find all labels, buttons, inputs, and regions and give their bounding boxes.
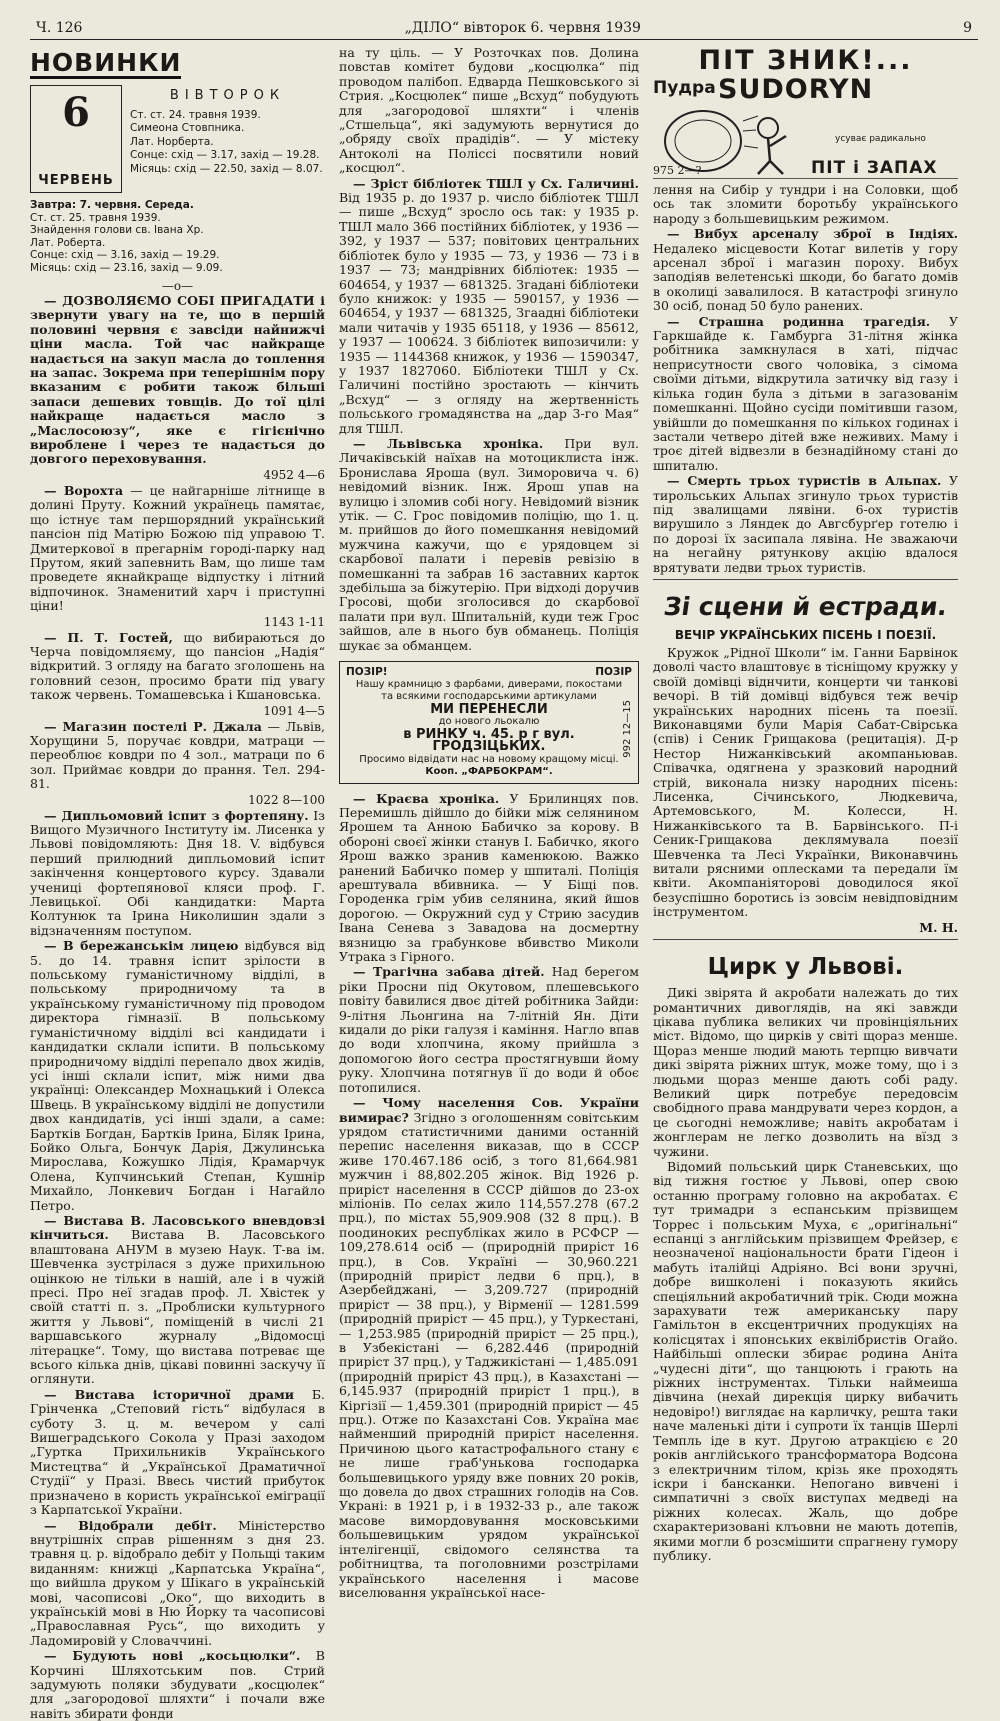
news-item [339,792,639,965]
ad-reference-number: 1022 8—100 [248,792,325,807]
tomorrow-line: Завтра: 7. червня. Середа. [30,199,194,211]
sudoryn-brand: SUDORYN [718,74,874,105]
news-item-heading: — Смерть трьох туристів в Альпах. [667,473,942,489]
news-item-heading: — Будують нові „косьцюлки“. [44,1648,301,1664]
news-items-col1 [30,294,325,1721]
news-item [30,1649,325,1721]
news-item-heading: — Дипльомовий іспит з фортепяну. [44,807,309,823]
news-item-text: При вул. Личаківській наїхав на мотоциклиста інж. Бронислава Яроша (вул. Зиморовича ч. 6) невідомий візник. Інж. Ярош упав на вулицю і зломив собі ногу. Невідомий візник утік. — С. Грос повідомив поліцію, що 1. ц. м. прийшов до його помешкання невідомий мужчина кажучи, що є урядовцем зі скарбової палати і перевів ревізію в помешканні та забрав 16 заставних карток здебільша за біжутерію. При відході доручив Гросові, щоби зголосився до скарбової палати при вул. Шпитальній, куди теж Грос зайшов, але в нього був обманець. Поліція шукає за обманцем. [339,435,639,653]
news-item [339,177,639,436]
news-item-heading: — П. Т. Гостей, [44,629,173,645]
tomorrow-line: Лат. Роберта. [30,236,106,249]
sudoryn-ref: 975 2—? [653,164,702,177]
tomorrow-line: Знайдення голови св. Івана Хр. [30,224,204,236]
sudoryn-tagline: усуває радикально [835,134,926,144]
news-item [653,315,958,473]
news-item-text: У тирольських Альпах згинуло трьох туристів під звалищами лявіни. 6-ох туристів вирушило з Ляндек до Авгсбурґер готелю і по дорозі їх засипала лявіна. Не зважаючи на негайну рятункову акцію вдалося врятувати ледви трьох туристів. [653,473,958,575]
news-item [30,720,325,792]
news-item [30,484,325,614]
column-3 [653,45,958,1563]
news-item-text: відбувся від 5. до 14. травня іспит зрілости в польському гуманістичному відділі, в польському природничому та в українському гуманістичному під проводом директора гімназії. В польському гуманістичному відділі всі кандидати і кандидатки склали іспити. В польському природничому відділі перепало двох жидів, усі інші склали іспит, між ними два українці: Олександер Мохнацький і Олекса Швець. В українському відділі не допустили двох кандидатів, усі інші здали, а саме: Бартків Богдан, Бартків Ірина, Біляк Ірина, Бойко Ольга, Бончук Дарія, Джулинська Мирослава, Кожушко Лідія, Крамарчук Олена, Купчинський Степан, Кушнір Михайло, Лонкевич Богдан і Нагайло Петро. [30,938,325,1213]
ad-address: в РИНКУ ч. 45. р г вул. ГРОДЗІЦЬКИХ. [403,726,575,755]
news-item-text: Недалеко місцевости Котаг вилетів у гору арсенал зброї і магазин пороху. Вибух заподіяв велетенські шкоди, бо багато домів в околиці завалилося. В катастрофі згинуло 30 осіб, понад 50 було ранених. [653,240,958,314]
news-item-text: Вистава В. Ласовського влаштована АНУМ в музею Наук. Т-ва ім. Шевченка зустрілася з дуже прихильною оцінкою не тільки в нашій, але і в чужій пресі. Про неї згадав проф. Л. Хвістек у своїй статті п. з. „Проблиски культурного життя у Львові“, поміщеній в числі 21 варшавського журналу „Відомосці літерацке“. Тому, що вистава потреває ще всього кілька днів, цікаві повинні заскучу її оглянути. [30,1227,325,1387]
sudoryn-pudra: Пудра [653,78,716,98]
sudoryn-headline: ПІТ ЗНИК!... [698,45,913,76]
news-item-heading: — Краєва хроніка. [353,790,500,806]
section-divider: —о— [161,279,194,293]
news-item-heading: — Трагічна забава дітей. [353,964,545,980]
news-item-heading: — Ворохта [44,482,124,498]
circus-paragraph: Відомий польський цирк Станевських, що від тижня гостює у Львові, опер свою останню програму головно на акробатах. Є тут тримадри з еспанським прізвищем Торрес і польським Муха, є „оригінальні“ еспанці з англійським прізвищем Фрейзер, є неозначеної національности брати Гідеон і мабуть італійці Адріяно. Всі вони зручні, добре вишколені і показують якийсь спеціяльний акробатичний трік. Сюди можна зарахувати теж американську пару Гамільтон в ексцентричних продукціях на колісцятах і японських еквілібристів Огайо. Найбільші оплески збирає родина Аніта „чудесні діти“, що танцюють і грають на ріжних інструментах. Тільки наймеиша дівчина (нехай дирекція цирку вибачить недовіро!) виглядає на карличку, решта таки наче маленькі діти і супроти їх танців Шерлі Темпль іде в кут. Другою атракцією є 20 років англійського трансформатора Водсона з електричним тілом, крізь яке проходять іскри і бансканки. Непогано вивчені і симпатичні з своїх виступах медведі на ріжних колесах. Жаль, що добре схарактеризовані клъовни не мають дотепів, якими могли б розсмішити спрагнену гумору публику. [653,1158,958,1563]
news-item [653,474,958,575]
column-1 [30,46,325,1721]
concert-text: Кружок „Рідної Школи“ ім. Ганни Барвінок доволі часто влаштовує в тісніщому кружку у своїй домівці віднчити, концерти чи танкові вечорі. В тій домівці відбувся теж вечір українських народних пісень та поезії. Виконавцями були Марія Сабат-Свірська (спів) і Сеник Грищакова (рецитація). Д-р Нестор Нижанківський акомпаньював. Співачка, одягнена у зразковий народний стрій, виконала низку народних пісень: Лисенка, Січинського, Людкевича, Артемовського, М. Колесси, Н. Нижанківського та В. Барвінського. П-і Сеник-Грищакова деклямувала поезії Шевченка та Лесі Українки, Виконавчинь витали рясними оплесками та передали їм квіти. Акомпаніяторові доводилося якої безуспішно боротись із зовсім невідповідним інструментом. [653,644,958,920]
circus-title: Цирк у Львові. [707,954,904,981]
calendar-info [130,85,325,193]
ad-attention-right: ПОЗІР [595,666,632,679]
news-item-text: що вибираються до Черча повідомляєму, що пансіон „Надія“ відкритий. З огляду на багато зголошень на головний сезон, просимо брати під увагу також червень. Томашевська і Кшановська. [30,629,325,703]
news-item-heading: — Вибух арсеналу зброї в Індіях. [667,226,958,242]
news-item-heading: — Вистава історичної драми [44,1386,295,1402]
news-item [30,939,325,1213]
news-item [339,1096,639,1600]
calendar-day-number: 6 [62,89,90,136]
calendar-line: Місяць: схід — 22.50, захід — 8.07. [130,162,323,175]
news-item [30,1214,325,1387]
calendar-month: ЧЕРВЕНЬ [38,173,114,188]
tomorrow-line: Ст. ст. 25. травня 1939. [30,211,161,224]
news-item-text: — Львів, Хорущини 5, поручає ковдри, матраци — переоблює ковдри по 4 зол., матраци по 6 зол. Приймає ковдри до прання. Тел. 294-81. [30,718,325,792]
news-item [30,294,325,467]
news-item-heading: — Чому населення Сов. України вимирає? [339,1095,639,1125]
news-item-text: — це найгарніше літнище в долині Пруту. Кожний українець памятає, що істнує там першорядний український пансіон під Матірю Божою під управою Т. Дмитеркової в прегарнім городі-парку над Прутом, який запевнить Вам, що лише там проведете якнайкраще відпустку і літний відпочинок. Знаменитий харч і приступні ціни! [30,482,325,614]
section-title-stage: Зі сцени й естради. [661,591,950,621]
news-item-heading: — Магазин постелі Р. Джала [44,718,262,734]
news-item-text: на ту ціль. — У Розточках пов. Долина повстав комітет будови „косцюлка“ під проводом палібоп. Едварда Пешковського зі Стрия. „Косцюлек“ пише „Всхуд“ побудують для „загородової шляхти“ і членів „Стшельца“, які задумують вернутися до „обряду своїх прадідів“. — У містеку Антоколі на Поліссі посвятили новий „косцюл“. [339,45,639,176]
news-item-heading: — В бережанськім лицею [44,938,239,954]
news-item-text: лення на Сибір у тундри і на Соловки, щоб ось так зломити боротьбу українського народу з большевицьким режимом. [653,182,958,226]
news-items-col3 [653,183,958,575]
ad-line: Нашу крамницю з фарбами, диверами, покостами [355,678,623,690]
tomorrow-line: Сонце: схід — 3.16, захід — 19.29. [30,249,220,261]
page-header [30,20,978,40]
news-item [653,227,958,313]
section-rule [653,939,958,940]
calendar-block [30,85,325,193]
ad-signature: Кооп. „ФАРБОКРАМ“. [425,766,553,778]
calendar-line: Симеона Стовпника. [130,122,245,134]
calendar-line: Ст. ст. 24. травня 1939. [130,108,261,121]
ad-attention-left: ПОЗІР! [346,666,388,679]
calendar-line: Лат. Норберта. [130,135,214,148]
calendar-line: Сонце: схід — 3.17, захід — 19.28. [130,149,320,161]
concert-title: ВЕЧІР УКРАЇНСЬКИХ ПІСЕНЬ І ПОЕЗІЇ. [674,627,937,642]
news-item-text: Згідно з оголошенням совітським урядом статистичними даними останній перепис населення виказав, що в СССР живе 170.467.186 осіб, з того 81,664.981 мужчин і 88,802.205 жінок. Від 1926 р. приріст населення в СССР дійшов до 23-ох міліонів. По селах жило 114,557.278 (67.2 прц.), по містах 55,909.908 (32 8 прц.). В поодиноких республіках жило в РСФСР — 109,278.614 осіб — (природній приріст 16 прц.), в Сов. Україні — 30,960.221 (природній приріст ледви 6 прц.), в Азербейджані, — 3,209.727 (природній приріст — 38 прц.), у Вірменії — 1281.599 (природній приріст — 45 прц.), у Туркестані, — 1,253.985 (природній приріст — 25 прц.), в Узбекістані — 6,282.446 (природній приріст 37 прц.), у Таджикістані — 1,485.091 (природній приріст 43 прц.), в Казахстані — 6,145.937 (природній приріст 1 прц.), в Кіргізії — 1,459.301 (природній приріст — 45 прц.). Отже по Казахстані Сов. Україна має найменший природній приріст населення. Причиною цього катастрофального стану є не лише граб'унькова господарка большевицького уряду вже повних 20 років, що довела до двох страшних голодів на Сов. Украні: в 1921 р, і в 1932-33 р., але також масове вимордовування московськими большевицьким урядом української інтелігенції, свідомого селянства та робітництва, та поголовними розстрілами українського населення і масове виселювання української насе- [339,1109,639,1600]
news-item [30,631,325,703]
news-item-text: Від 1935 р. до 1937 р. число бібліотек ТШЛ — пише „Всхуд“ зросло ось так: у 1935 р. ТШЛ мало 366 постійних бібліотек, у 1936 — 392, у 1937 — 537; повітових центральних бібліотек було у 1935 — 73, у 1936 — 73 і в 1937 — 73; мандрівних бібліотек: 1935 — 604654, у 1937 — 681325. Згадані бібліотеки було книжок: у 1935 — 590157, у 1936 — 604654, у 1937 — 681325, Згаадні бібліотеки мали читачів у 1935 65118, у 1936 — 85612, у 1937 — 100624. З бібліотек випозичили: у 1935 — 1144368 книжок, у 1936 — 1590347, у 1937 1827060. Бібліотеки ТШЛ у Сх. Галичині постійно зростають — кінчить „Всхуд“ — з огляду на жертвенність польського громадянства на „дар 3-го Мая“ для ТШЛ. [339,190,639,436]
ad-reference-number: 1143 1-11 [263,614,325,629]
news-item [339,965,639,1095]
news-item-text: У Гаркшайде к. Гамбурга 31-літня жінка робітника замкнулася в хаті, підчас неприсутности свого чоловіка, з сімома своїми дітьми, відкрутила затичку від газу і кілька годин була з дітьми в загазованім помешканні. Щойно сусіди помітивши газом, увійшли до помешкання по кількох годинах і застали четверо дітей вже неживих. Маму і троє дітей відвезли в безнадійному стані до шпиталю. [653,313,958,473]
page-number: 9 [963,20,972,36]
tomorrow-block [30,199,325,274]
news-item-text: Міністерство внутрішніх справ рішенням з дня 23. травня ц. р. відобрало дебіт у Польщі таким виданням: книжці „Карпатська Україна“, що вийшла друком у Шікаго в українській мові, часописові „Око“, що виходить в українській мові в Ню Йорку та часописові „Православная Русь“, що виходить у Ладомировій у Словаччині. [30,1517,325,1648]
sudoryn-bottom: ПІТ і ЗАПАХ [811,158,938,178]
news-item [339,46,639,176]
ad-line: та всякими господарськими артикулами [381,691,597,703]
news-item-text: Б. Грінченка „Степовий гість“ відбулася в суботу 3. ц. м. вечером у салі Вишеградського Сокола у Празі заходом „Гуртка Прихильників Українського Мистецтва“ й „Української Драматичної Студії“ у Празі. Ввесь чистий прибуток призначено в користь української еміграції з Карпатської України. [30,1386,325,1518]
news-item-text: У Брилинцях пов. Перемишль дійшло до бійки між селянином Ярошем та Анною Бабичко за корову. В обороні своєї жінки станув І. Бабичко, якого Ярош важко зранив каменюкою. Важко ранений Бабичко помер у шпиталі. Поліція арештувала вбивника. — У Біщі пов. Городенка грім убив селянина, який йшов дорогою. — Окружний суд у Стрию засудив Івана Сенева з Завадова на досмертну вязницю за грабункове вбивство Миколи Утрака з Гірного. [339,790,639,965]
news-item-heading: — Львівська хроніка. [353,435,544,451]
news-item-heading: — Страшна родинна трагедія. [667,313,931,329]
issue-number: Ч. 126 [36,20,83,36]
sudoryn-ad [653,46,958,179]
tomorrow-line: Місяць: схід — 23.16, захід — 9.09. [30,261,223,274]
calendar-box [30,85,122,193]
section-title-novinky: НОВИНКИ [30,48,182,77]
news-item-heading: — Вистава В. Ласовського вневдовзі кінчиться. [30,1212,325,1243]
ad-line: до нового льокалю [438,716,540,728]
news-item-text: Із Вищого Музичного Інституту ім. Лисенка у Львові повідомляють: Дня 18. V. відбувся перший прилюдний дипльомовий іспит закінчення концертового курсу. Здавали учениці фортепянової кляси проф. Г. Левицької. Обі кандидатки: Марта Колтунюк та Ірина Николишин здали з відзначенням поступом. [30,807,325,938]
concert-signature: М. Н. [919,919,958,935]
news-item-text: Над берегом ріки Просни під Окутовом, плешевського повіту бавилися двоє дітей робітника Зайди: 9-літня Льонгина на 7-літній Ян. Діти кидали до ріки галузя і каміння. Нагло впав до води хлопчина, якому прийшла з допомогою його сестра простягнувши йому руку. Хлопчина потягнув її до води й обоє потопилися. [339,964,639,1095]
farbokram-ad [339,661,639,784]
masthead-date: „ДІЛО“ вівторок 6. червня 1939 [404,20,641,36]
ad-ref: 992 12—15 [621,700,633,758]
news-item [30,1519,325,1649]
news-item-text: В Корчині Шляхотським пов. Стрий задумують поляки збудувати „косцюлек“ для „загородової шляхти“ і почали вже навіть збирати фонди [30,1648,325,1721]
column-2 [339,45,639,1600]
section-rule [653,579,958,580]
news-item [339,437,639,653]
news-item-heading: — Відобрали дебіт. [44,1517,217,1533]
news-item [653,183,958,226]
news-item-heading: — ДОЗВОЛЯЄМО СОБІ ПРИГАДАТИ і звернути увагу на те, що в першій половині червня є завсіди найнижчі ціни масла. Той час найкраще надається на закуп масла до топлення на запас. Зокрема при теперішнім пору вказаним є робити також більші запаси дешевих товщів. До тої цілі найкраще надається масло з „Маслосоюзу“, яке є гігієнічно вироблене і через те надається до довгого переховування. [30,293,325,467]
news-items-col2-bottom [339,792,639,1601]
news-item [30,1388,325,1518]
ad-headline: МИ ПЕРЕНЕСЛИ [430,701,548,717]
circus-paragraph: Дикі звірята й акробати належать до тих романтичних дивоглядів, на які завжди цікава публика великих чи провінціяльних міст. Відомо, що цирків у світі щораз менше. Щораз менше людий мають терпцю вивчати дикі звірята ріжних штук, може тому, що і з людьми щораз менше дають собі раду. Великий цирк потребує передовсім свобідного права мандрувати через кордон, а це сьогодні неможливе; навіть акробатам і жонглерам не легко дозволить на вїзд з чужини. [653,985,958,1159]
news-item [30,809,325,939]
news-item-heading: — Зріст бібліотек ТШЛ у Сх. Галичині. [353,175,639,191]
calendar-weekday: ВІВТОРОК [169,88,286,103]
ad-reference-number: 4952 4—6 [263,467,325,482]
news-items-col2-top [339,46,639,653]
ad-line: Просимо відвідати нас на новому кращому місці. [359,753,619,765]
ad-reference-number: 1091 4—5 [263,703,325,718]
